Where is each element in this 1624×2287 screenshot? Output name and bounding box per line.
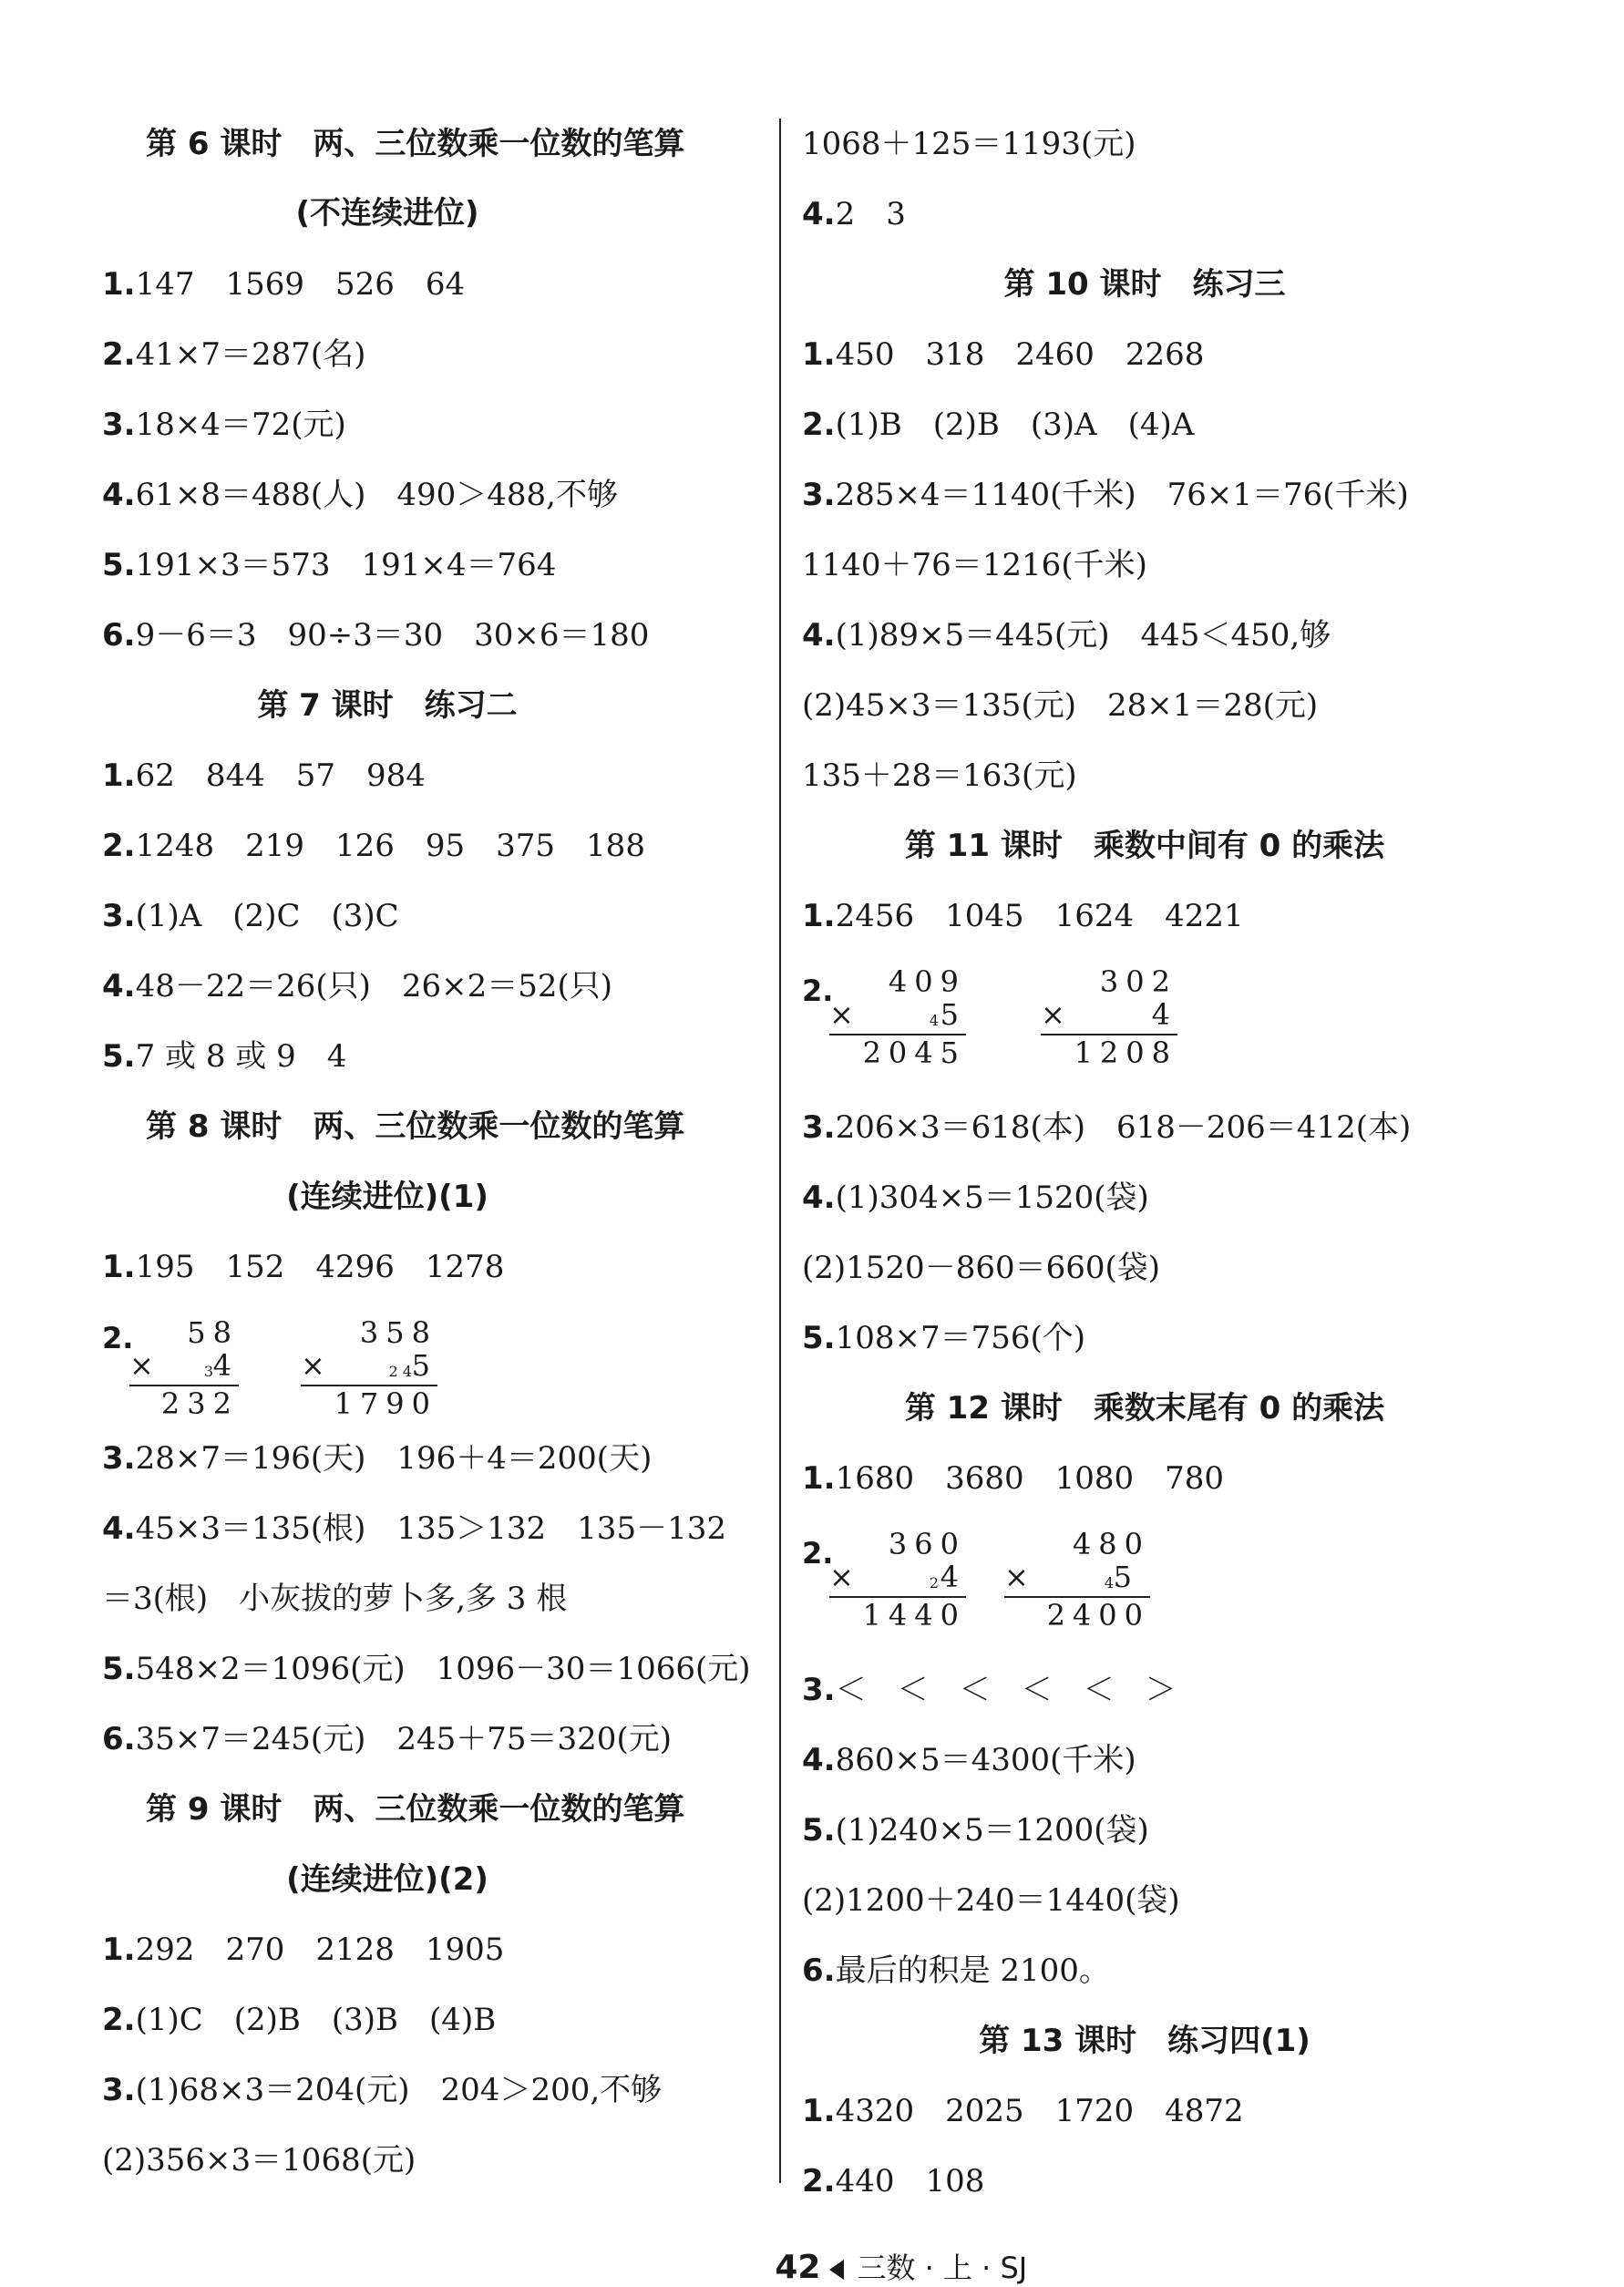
answer-line: (2)356×3＝1068(元) bbox=[102, 2142, 416, 2179]
answer-line: 2.(1)B (2)B (3)A (4)A bbox=[802, 407, 1195, 443]
product: 232 bbox=[160, 1386, 239, 1421]
answer-line: 1.2456 1045 1624 4221 bbox=[802, 898, 1244, 934]
times-sign: × bbox=[129, 1348, 154, 1383]
vertical-multiplication-group bbox=[802, 964, 1185, 1074]
vertical-multiplication-group bbox=[802, 1527, 1185, 1636]
carry-digit: 2 bbox=[929, 1574, 939, 1592]
answer-line: 6.9－6＝3 90÷3＝30 30×6＝180 bbox=[102, 617, 650, 654]
answer-line: 4.48－22＝26(只) 26×2＝52(只) bbox=[102, 968, 613, 1004]
answer-line: 6.35×7＝245(元) 245＋75＝320(元) bbox=[102, 1721, 672, 1757]
multiplicand: 360 bbox=[888, 1527, 966, 1561]
multiplicand: 58 bbox=[187, 1315, 239, 1350]
answer-line: 4.45×3＝135(根) 135＞132 135－132 bbox=[102, 1510, 726, 1547]
answer-line: 2.41×7＝287(名) bbox=[102, 336, 366, 373]
lesson-8-subheading: (连续进位)(1) bbox=[286, 1179, 488, 1215]
answer-line: ＝3(根) 小灰拔的萝卜多,多 3 根 bbox=[102, 1581, 568, 1617]
answer-line: 2.(1)C (2)B (3)B (4)B bbox=[102, 2002, 497, 2038]
answer-line: 3.18×4＝72(元) bbox=[102, 407, 346, 443]
multiplier: 4 bbox=[940, 1560, 966, 1594]
times-sign: × bbox=[829, 1560, 854, 1594]
answer-line: (2)1520－860＝660(袋) bbox=[802, 1250, 1161, 1286]
multiplicand: 480 bbox=[1072, 1527, 1150, 1561]
answer-line: 1.450 318 2460 2268 bbox=[802, 336, 1205, 373]
answer-line: 1140＋76＝1216(千米) bbox=[802, 547, 1147, 583]
answer-line: 1068＋125＝1193(元) bbox=[802, 126, 1136, 162]
answer-line: 1.292 270 2128 1905 bbox=[102, 1932, 505, 1968]
answer-line: 4.(1)89×5＝445(元) 445＜450,够 bbox=[802, 617, 1331, 654]
multiplier: 5 bbox=[1113, 1560, 1139, 1594]
answer-line: 1.4320 2025 1720 4872 bbox=[802, 2093, 1244, 2129]
product: 2045 bbox=[862, 1035, 966, 1070]
vertical-calc bbox=[1041, 964, 1177, 1070]
product: 1440 bbox=[862, 1598, 966, 1633]
lesson-8-heading: 第 8 课时 两、三位数乘一位数的笔算 bbox=[146, 1108, 685, 1145]
answer-line: 1.62 844 57 984 bbox=[102, 757, 426, 794]
lesson-13-heading: 第 13 课时 练习四(1) bbox=[979, 2023, 1311, 2059]
answer-line: 5.548×2＝1096(元) 1096－30＝1066(元) bbox=[102, 1651, 751, 1687]
item-label: 2. bbox=[802, 1536, 834, 1571]
vertical-multiplication-group bbox=[102, 1315, 485, 1425]
answer-line: (2)45×3＝135(元) 28×1＝28(元) bbox=[802, 687, 1319, 724]
multiplier: 4 bbox=[1151, 997, 1177, 1032]
multiplicand: 302 bbox=[1099, 964, 1177, 999]
vertical-calc bbox=[829, 1527, 966, 1633]
answer-line: 5.(1)240×5＝1200(袋) bbox=[802, 1812, 1149, 1849]
answer-line: 4.2 3 bbox=[802, 196, 906, 232]
answer-line: 135＋28＝163(元) bbox=[802, 757, 1077, 794]
lesson-6-subheading: (不连续进位) bbox=[295, 195, 479, 232]
answer-line: 3.(1)68×3＝204(元) 204＞200,不够 bbox=[102, 2072, 663, 2108]
answer-line: 1.147 1569 526 64 bbox=[102, 266, 466, 303]
vertical-calc bbox=[1004, 1527, 1150, 1633]
answer-line: 4.61×8＝488(人) 490＞488,不够 bbox=[102, 477, 618, 513]
answer-line: (2)1200＋240＝1440(袋) bbox=[802, 1882, 1180, 1919]
answer-line: 1.1680 3680 1080 780 bbox=[802, 1460, 1225, 1497]
times-sign: × bbox=[1041, 997, 1065, 1032]
lesson-10-heading: 第 10 课时 练习三 bbox=[1003, 266, 1286, 303]
multiplicand: 409 bbox=[888, 964, 966, 999]
answer-line: 2.440 108 bbox=[802, 2163, 985, 2199]
lesson-9-heading: 第 9 课时 两、三位数乘一位数的笔算 bbox=[146, 1791, 685, 1828]
book-label: 三数 · 上 · SJ bbox=[857, 2251, 1028, 2285]
item-label: 2. bbox=[102, 1321, 134, 1355]
times-sign: × bbox=[301, 1348, 325, 1383]
item-label: 2. bbox=[802, 974, 834, 1008]
vertical-calc bbox=[829, 964, 966, 1070]
times-sign: × bbox=[1004, 1560, 1029, 1594]
lesson-9-subheading: (连续进位)(2) bbox=[286, 1861, 488, 1898]
answer-line: 5.7 或 8 或 9 4 bbox=[102, 1038, 347, 1075]
vertical-calc bbox=[301, 1315, 437, 1421]
answer-line: 5.191×3＝573 191×4＝764 bbox=[102, 547, 557, 583]
answer-line: 2.1248 219 126 95 375 188 bbox=[102, 828, 645, 864]
answer-line: 6.最后的积是 2100。 bbox=[802, 1952, 1110, 1989]
product: 1790 bbox=[334, 1386, 437, 1421]
lesson-7-heading: 第 7 课时 练习二 bbox=[257, 687, 518, 724]
multiplier: 5 bbox=[411, 1348, 437, 1383]
product: 1208 bbox=[1074, 1035, 1177, 1070]
product: 2400 bbox=[1046, 1598, 1150, 1633]
page-footer bbox=[756, 2210, 1027, 2287]
answer-line: 3.206×3＝618(本) 618－206＝412(本) bbox=[802, 1109, 1412, 1146]
answer-line: 3.28×7＝196(天) 196＋4＝200(天) bbox=[102, 1440, 653, 1477]
carry-digit: 4 bbox=[1104, 1574, 1114, 1592]
column-divider bbox=[779, 118, 781, 2183]
answer-line: 3.＜ ＜ ＜ ＜ ＜ ＞ bbox=[802, 1672, 1177, 1708]
vertical-calc bbox=[129, 1315, 239, 1421]
carry-digit: 4 bbox=[929, 1012, 939, 1029]
answer-line: 3.285×4＝1140(千米) 76×1＝76(千米) bbox=[802, 477, 1409, 513]
page-number: 42 bbox=[775, 2249, 821, 2286]
carry-digit: 3 bbox=[203, 1363, 213, 1380]
multiplier: 4 bbox=[212, 1348, 239, 1383]
answer-line: 3.(1)A (2)C (3)C bbox=[102, 898, 399, 934]
lesson-11-heading: 第 11 课时 乘数中间有 0 的乘法 bbox=[904, 828, 1385, 864]
carry-digit: 2 4 bbox=[388, 1363, 412, 1380]
answer-line: 4.860×5＝4300(千米) bbox=[802, 1742, 1136, 1778]
answer-line: 1.195 152 4296 1278 bbox=[102, 1249, 505, 1285]
multiplicand: 358 bbox=[359, 1315, 437, 1350]
lesson-6-heading: 第 6 课时 两、三位数乘一位数的笔算 bbox=[146, 126, 685, 162]
answer-line: 5.108×7＝756(个) bbox=[802, 1320, 1086, 1356]
times-sign: × bbox=[829, 997, 854, 1032]
multiplier: 5 bbox=[940, 997, 966, 1032]
left-triangle-icon bbox=[829, 2260, 844, 2280]
lesson-12-heading: 第 12 课时 乘数末尾有 0 的乘法 bbox=[904, 1390, 1385, 1427]
answer-line: 4.(1)304×5＝1520(袋) bbox=[802, 1180, 1149, 1216]
